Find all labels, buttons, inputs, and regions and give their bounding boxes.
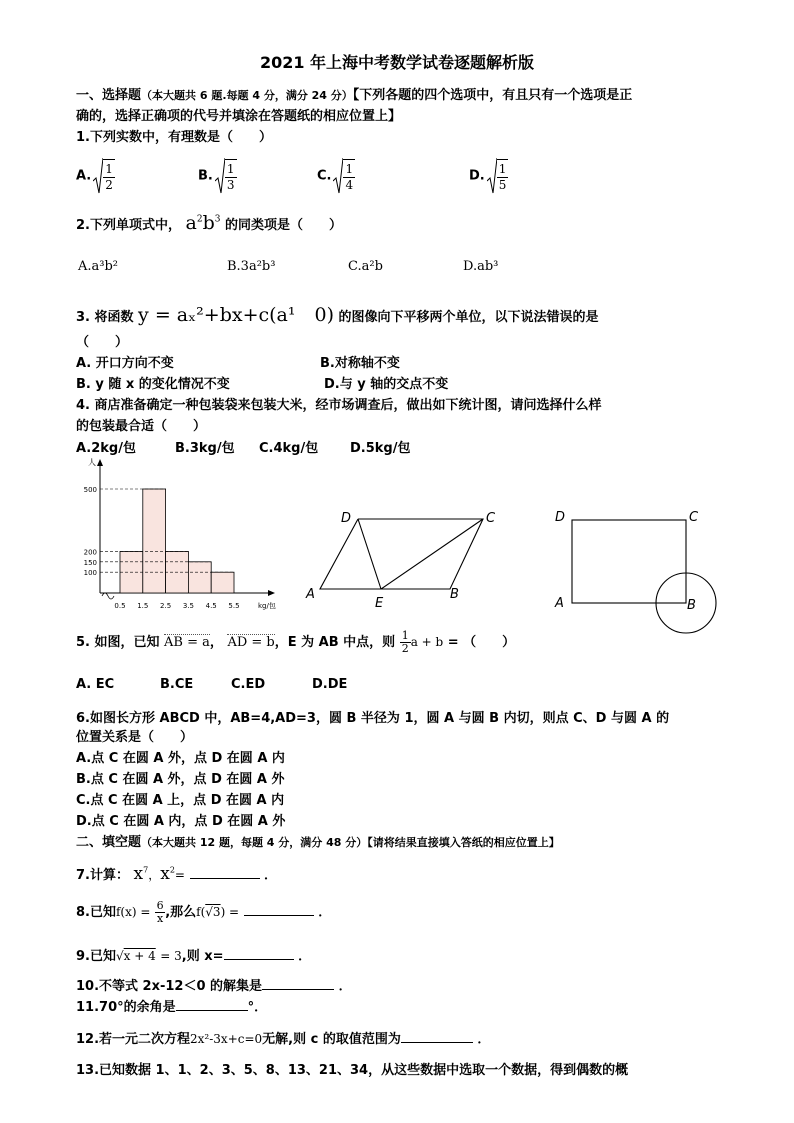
q1-stem: 1.下列实数中，有理数是（ ） — [76, 130, 272, 145]
histogram-bar — [143, 489, 166, 593]
q8-stem: 8.已知 — [76, 905, 116, 920]
q7-answer-blank[interactable] — [190, 866, 260, 879]
q2-stem-b: 的同类项是（ ） — [225, 218, 343, 233]
q3-option-d: D.与 y 轴的交点不变 — [324, 377, 449, 392]
q12-stem: 12.若一元二次方程 — [76, 1032, 191, 1047]
y-axis-label: 人 — [88, 458, 96, 467]
q9-radical: √x + 4 — [115, 949, 156, 963]
q4-option-b: B.3kg/包 — [175, 441, 235, 456]
x-tick-label: 1.5 — [137, 602, 149, 610]
q8-fx: f(x) = — [115, 905, 151, 919]
histogram-bar — [188, 562, 211, 593]
q6-option-c: C.点 C 在圆 A 上，点 D 在圆 A 内 — [76, 793, 285, 808]
q1-option-a — [76, 157, 115, 195]
rect-abcd — [572, 520, 686, 603]
q3-expr: y = aₓ²+bx+c(a¹ 0) — [138, 304, 334, 326]
para-label-b: B — [450, 587, 459, 602]
section1-note: （本大题共 6 题.每题 4 分，满分 24 分） — [141, 89, 353, 102]
q13-stem: 13.已知数据 1、1、2、3、5、8、13、21、34，从这些数据中选取一个数据，得到偶数的概 — [76, 1063, 629, 1078]
q7 — [76, 864, 277, 884]
q8-mid: ,那么 — [165, 905, 197, 920]
q4-stem2: 的包装最合适（ ） — [76, 419, 207, 434]
rect-label-c: C — [689, 510, 699, 525]
x-tick-label: 3.5 — [182, 602, 194, 610]
para-segment-ec — [381, 519, 483, 589]
parallelogram-figure — [300, 505, 510, 610]
histogram-bar — [211, 572, 234, 593]
q10-end: ． — [338, 979, 352, 994]
q6-stem2: 位置关系是（ ） — [76, 730, 194, 745]
q10-stem: 10.不等式 2x-12＜0 的解集是 — [76, 979, 263, 994]
section1-head: 一、选择题 — [76, 88, 142, 103]
q2-stem-a: 2.下列单项式中， — [76, 218, 181, 233]
q5-stem-b: ，E 为 AB 中点，则 — [274, 635, 396, 650]
y-axis-arrow — [97, 459, 103, 466]
q10 — [76, 975, 352, 994]
q6-option-d: D.点 C 在圆 A 内，点 D 在圆 A 外 — [76, 814, 286, 829]
q2-expr: $a^2b^3$ — [185, 212, 221, 234]
section1-instr1: 【下列各题的四个选项中，有且只有一个选项是正 — [352, 88, 633, 103]
q2-option-c: C.a²b — [348, 259, 383, 274]
q2-stem — [76, 212, 342, 234]
q3-stem-b: 的图像向下平移两个单位，以下说法错误的是 — [338, 310, 599, 325]
q1-option-c — [317, 157, 355, 195]
q1-option-b — [198, 157, 237, 195]
q11 — [76, 996, 267, 1015]
q6-option-a: A.点 C 在圆 A 外，点 D 在圆 A 内 — [76, 751, 285, 766]
q11-stem: 11.70°的余角是 — [76, 1000, 176, 1015]
q3-option-a: A. 开口方向不变 — [76, 356, 174, 371]
section1-instr2: 确的，选择正确项的代号并填涂在答题纸的相应位置上】 — [76, 109, 402, 124]
q5-stem-a: 5. 如图，已知 — [76, 635, 160, 650]
q9-end: ． — [298, 949, 312, 964]
section2-note: （本大题共 12 题，每题 4 分，满分 48 分）【请将结果直接填入答纸的相应位置上】 — [141, 836, 560, 849]
q3-stem — [76, 300, 599, 327]
q4-stem1: 4. 商店准备确定一种包装袋来包装大米，经市场调查后，做出如下统计图，请问选择什么样 — [76, 398, 602, 413]
q1-option-label: B. — [198, 168, 213, 184]
q7-end: ． — [264, 868, 278, 883]
q8 — [76, 900, 331, 925]
q5-expr-tail: a + b — [410, 635, 444, 649]
q8-fval: f(√3) = — [196, 905, 240, 919]
x-axis-label: kg/包 — [258, 602, 276, 610]
q12-answer-blank[interactable] — [401, 1030, 473, 1043]
q9-stem: 9.已知 — [76, 949, 116, 964]
q11-answer-blank[interactable] — [176, 998, 248, 1011]
sqrt-fraction: $\frac{1}{3}$ — [215, 157, 237, 195]
q8-fraction: $\frac{6}{x}$ — [156, 899, 164, 925]
q12-end: ． — [477, 1032, 491, 1047]
q2-option-a: A.a³b² — [78, 259, 119, 274]
q6-option-b: B.点 C 在圆 A 外，点 D 在圆 A 外 — [76, 772, 285, 787]
q12-expr: 2x²-3x+c=0 — [190, 1032, 263, 1046]
q12-tail: 无解,则 c 的取值范围为 — [262, 1032, 401, 1047]
section2-header — [76, 831, 560, 850]
y-tick-label: 100 — [83, 569, 97, 578]
q2-option-d: D.ab³ — [463, 259, 499, 274]
rect-label-d: D — [555, 510, 566, 525]
q8-answer-blank[interactable] — [244, 903, 314, 916]
y-tick-label: 500 — [83, 486, 97, 494]
q1-option-label: A. — [76, 168, 92, 184]
q9-tail: ,则 x= — [181, 949, 224, 964]
y-tick-label: 200 — [83, 548, 97, 557]
rect-label-a: A — [555, 596, 564, 611]
q2-option-b: B.3a²b³ — [227, 259, 276, 274]
q5-stem-c: = （ ） — [443, 635, 516, 650]
q5-stem: 5. 如图，已知 AB = a， AD = b，E 为 AB 中点，则 $\frac{1}{2}$ a + b = （ ） — [76, 629, 516, 655]
q11-end: °． — [247, 1000, 268, 1015]
rectangle-circle-figure — [545, 505, 735, 640]
q1-option-label: D. — [469, 168, 485, 184]
sqrt-fraction: $\frac{1}{2}$ — [93, 157, 115, 195]
q4-option-c: C.4kg/包 — [259, 441, 319, 456]
q5-option-d: D.DE — [312, 677, 348, 692]
q3-option-b: B.对称轴不变 — [320, 356, 400, 371]
q3-paren: （ ） — [76, 335, 129, 350]
q5-option-c: C.ED — [231, 677, 266, 692]
sqrt-fraction: $\frac{1}{5}$ — [487, 157, 509, 195]
y-tick-label: 150 — [83, 558, 97, 567]
para-segment-de — [358, 519, 381, 589]
rect-label-b: B — [687, 598, 696, 613]
q7-stem: 7.计算： — [76, 868, 129, 883]
para-label-e: E — [375, 596, 384, 610]
q3-stem-a: 3. 将函数 — [76, 310, 134, 325]
histogram-chart — [70, 456, 290, 616]
q9-answer-blank[interactable] — [224, 947, 294, 960]
section2-head: 二、填空题 — [76, 835, 142, 850]
q5-half-fraction: $\frac{1}{2}$ — [401, 629, 409, 655]
section1-header — [76, 84, 632, 103]
q5-option-b: B.CE — [160, 677, 194, 692]
q3-option-c: B. y 随 x 的变化情况不变 — [76, 377, 230, 392]
q9 — [76, 945, 311, 964]
q8-end: ． — [318, 905, 332, 920]
q7-expr: $x^7$，$x^2=$ — [133, 864, 185, 884]
page-title: 2021 年上海中考数学试卷逐题解析版 — [259, 53, 535, 72]
para-label-c: C — [486, 511, 496, 526]
q12 — [76, 1028, 490, 1047]
q9-eq: = 3 — [160, 949, 182, 963]
para-label-a: A — [306, 587, 315, 602]
q5-option-a: A. EC — [76, 677, 115, 692]
x-tick-label: 5.5 — [228, 602, 240, 610]
para-outline — [320, 519, 483, 589]
para-label-d: D — [341, 511, 352, 526]
q4-option-a: A.2kg/包 — [76, 441, 136, 456]
q5-vec-ad: AD = b — [227, 635, 275, 650]
x-tick-label: 0.5 — [114, 602, 126, 610]
sqrt-fraction: $\frac{1}{4}$ — [333, 157, 355, 195]
q5-vec-ab: AB = a — [164, 635, 210, 650]
q6-stem1: 6.如图长方形 ABCD 中，AB=4,AD=3，圆 B 半径为 1，圆 A 与圆 B 内切，则点 C、D 与圆 A 的 — [76, 711, 670, 726]
x-tick-label: 2.5 — [160, 602, 172, 610]
q1-option-label: C. — [317, 168, 332, 184]
x-axis-arrow — [268, 590, 275, 596]
q1-option-d — [469, 157, 508, 195]
q4-option-d: D.5kg/包 — [350, 441, 411, 456]
x-tick-label: 4.5 — [205, 602, 217, 610]
axis-break-mark — [102, 593, 114, 599]
q10-answer-blank[interactable] — [262, 977, 334, 990]
